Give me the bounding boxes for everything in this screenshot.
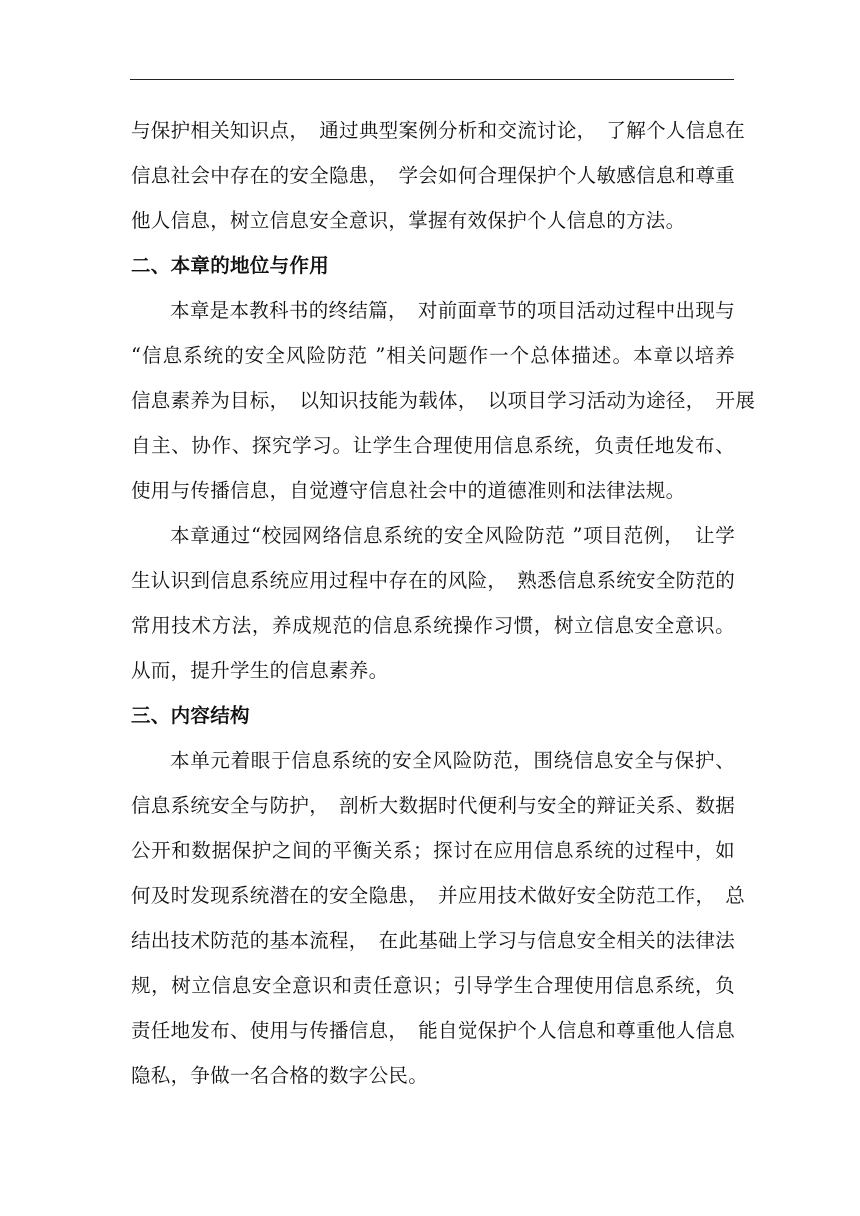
- text-line: 生认识到信息系统应用过程中存在的风险， 熟悉信息系统安全防范的: [131, 569, 736, 592]
- text-line: 隐私，争做一名合格的数字公民。: [131, 1064, 429, 1087]
- section2-paragraph-1: [131, 288, 756, 513]
- text-line: 自主、协作、探究学习。让学生合理使用信息系统，负责任地发布、: [131, 434, 735, 457]
- text-line: 从而，提升学生的信息素养。: [131, 659, 389, 682]
- text-line: 公开和数据保护之间的平衡关系；探讨在应用信息系统的过程中，如: [131, 839, 735, 862]
- section2-paragraph-2: [131, 513, 735, 693]
- text-line: 责任地发布、使用与传播信息， 能自觉保护个人信息和尊重他人信息: [131, 1019, 736, 1042]
- text-line: 规，树立信息安全意识和责任意识；引导学生合理使用信息系统，负: [131, 974, 735, 997]
- text-line: 本章通过“校园网络信息系统的安全风险防范 ”项目范例， 让学: [170, 524, 735, 547]
- header-rule: [130, 79, 734, 80]
- text-line: 信息素养为目标， 以知识技能为载体， 以项目学习活动为途径， 开展: [131, 389, 756, 412]
- section3-paragraph-1: [131, 738, 746, 1098]
- text-line: 使用与传播信息，自觉遵守信息社会中的道德准则和法律法规。: [131, 479, 686, 502]
- text-line: 常用技术方法，养成规范的信息系统操作习惯，树立信息安全意识。: [131, 614, 735, 637]
- text-line: 他人信息，树立信息安全意识，掌握有效保护个人信息的方法。: [131, 209, 686, 232]
- text-line: 与保护相关知识点， 通过典型案例分析和交流讨论， 了解个人信息在: [131, 119, 746, 142]
- intro-paragraph: [131, 108, 746, 243]
- text-line: 本章是本教科书的终结篇， 对前面章节的项目活动过程中出现与: [170, 299, 735, 322]
- text-line: 何及时发现系统潜在的安全隐患， 并应用技术做好安全防范工作， 总: [131, 884, 746, 907]
- section-heading-structure: 三、内容结构: [131, 704, 250, 727]
- text-line: 结出技术防范的基本流程， 在此基础上学习与信息安全相关的法律法: [131, 929, 736, 952]
- text-line: 本单元着眼于信息系统的安全风险防范，围绕信息安全与保护、: [170, 749, 735, 772]
- document-body: [131, 108, 756, 1098]
- section-heading-role: 二、本章的地位与作用: [131, 254, 330, 277]
- text-line: 信息系统安全与防护， 剖析大数据时代便利与安全的辩证关系、数据: [131, 794, 736, 817]
- text-line: 信息社会中存在的安全隐患， 学会如何合理保护个人敏感信息和尊重: [131, 164, 736, 187]
- text-line: “信息系统的安全风险防范 ”相关问题作一个总体描述。本章以培养: [131, 344, 735, 367]
